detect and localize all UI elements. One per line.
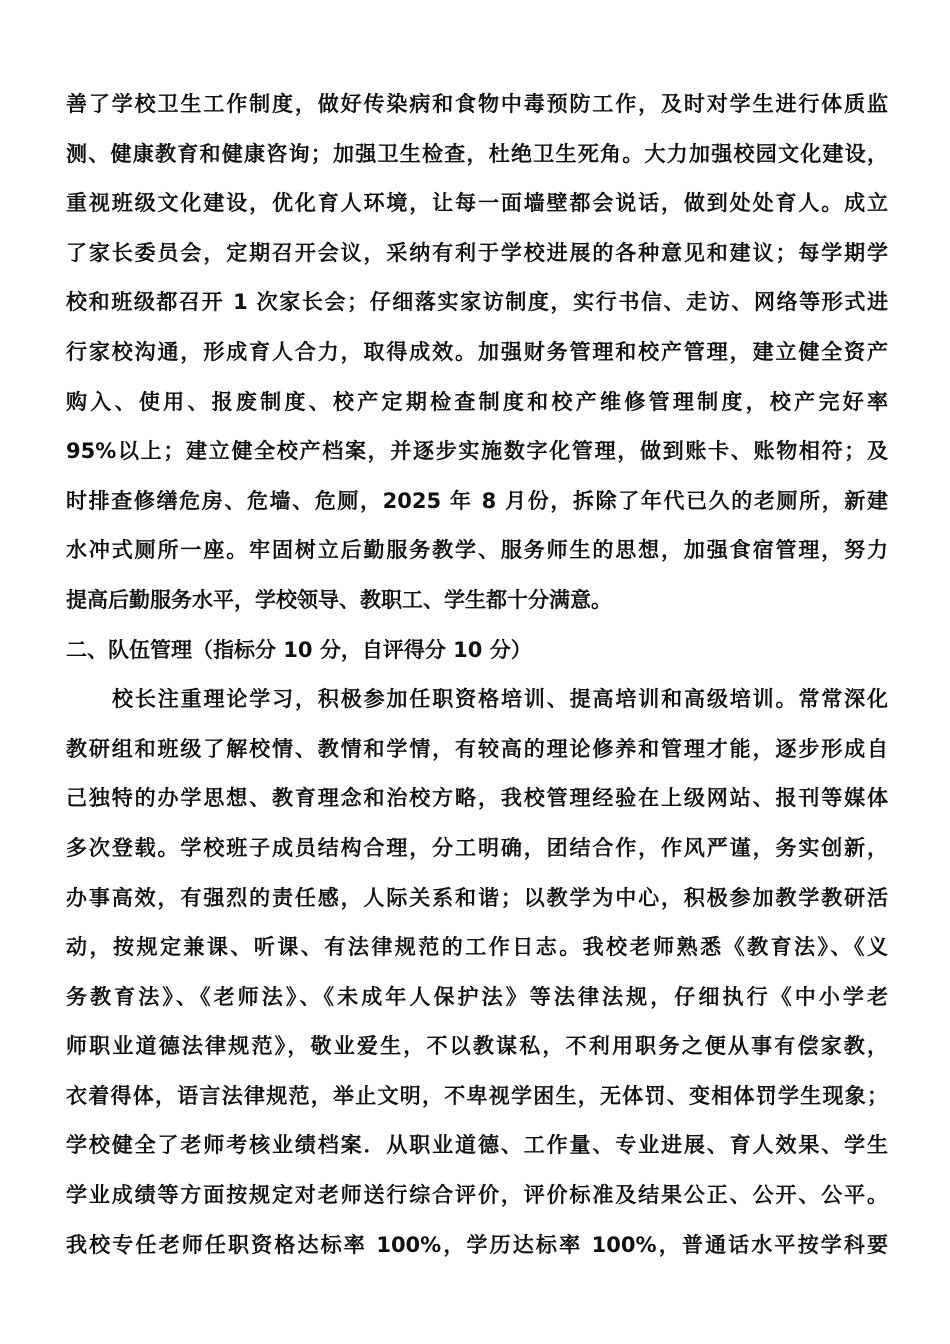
paragraph-line: 了家长委员会，定期召开会议，采纳有利于学校进展的各种意见和建议；每学期学 (66, 240, 888, 265)
paragraph-line: 师职业道德法律规范》，敬业爱生，不以教谋私，不利用职务之便从事有偿家教， (66, 1034, 888, 1059)
paragraph-line: 衣着得体，语言法律规范，举止文明，不卑视学困生，无体罚、变相体罚学生现象； (66, 1083, 888, 1108)
paragraph-line: 提高后勤服务水平，学校领导、教职工、学生都十分满意。 (66, 587, 612, 612)
paragraph-line: 善了学校卫生工作制度，做好传染病和食物中毒预防工作，及时对学生进行体质监 (66, 92, 888, 116)
paragraph-line: 校长注重理论学习，积极参加任职资格培训、提高培训和高级培训。常常深化 (112, 687, 888, 712)
paragraph-line: 己独特的办学思想、教育理念和治校方略，我校管理经验在上级网站、报刊等媒体 (66, 786, 888, 811)
paragraph-line: 购入、使用、报废制度、校产定期检查制度和校产维修管理制度，校产完好率 (66, 389, 888, 414)
paragraph-line: 务教育法》、《老师法》、《未成年人保护法》等法律法规，仔细执行《中小学老 (66, 984, 888, 1009)
paragraph-line: 动，按规定兼课、听课、有法律规范的工作日志。我校老师熟悉《教育法》、《义 (66, 935, 888, 960)
paragraph-line: 我校专任老师任职资格达标率 100%，学历达标率 100%，普通话水平按学科要 (66, 1232, 888, 1257)
paragraph-line: 学业成绩等方面按规定对老师送行综合评价，评价标准及结果公正、公开、公平。 (66, 1183, 888, 1208)
paragraph-line: 教研组和班级了解校情、教情和学情，有较高的理论修养和管理才能，逐步形成自 (66, 736, 888, 761)
paragraph-line: 多次登载。学校班子成员结构合理，分工明确，团结合作，作风严谨，务实创新， (66, 835, 888, 860)
section-heading: 二、队伍管理（指标分 10 分，自评得分 10 分） (66, 637, 532, 662)
paragraph-line: 办事高效，有强烈的责任感，人际关系和谐；以教学为中心，积极参加教学教研活 (66, 885, 888, 910)
paragraph-line: 行家校沟通，形成育人合力，取得成效。加强财务管理和校产管理，建立健全资产 (66, 339, 888, 364)
paragraph-line: 测、健康教育和健康咨询；加强卫生检查，杜绝卫生死角。大力加强校园文化建设， (66, 141, 888, 166)
paragraph-line: 水冲式厕所一座。牢固树立后勤服务教学、服务师生的思想，加强食宿管理，努力 (66, 538, 888, 563)
paragraph-line: 校和班级都召开 1 次家长会；仔细落实家访制度，实行书信、走访、网络等形式进 (66, 290, 888, 315)
document-body (66, 80, 888, 1270)
paragraph-line: 学校健全了老师考核业绩档案．从职业道德、工作量、专业进展、育人效果、学生 (66, 1133, 888, 1158)
paragraph-line: 重视班级文化建设，优化育人环境，让每一面墙壁都会说话，做到处处育人。成立 (66, 191, 888, 216)
paragraph-line: 95%以上；建立健全校产档案，并逐步实施数字化管理，做到账卡、账物相符；及 (66, 439, 888, 464)
paragraph-line: 时排查修缮危房、危墙、危厕，2025 年 8 月份，拆除了年代已久的老厕所，新建 (66, 488, 888, 513)
